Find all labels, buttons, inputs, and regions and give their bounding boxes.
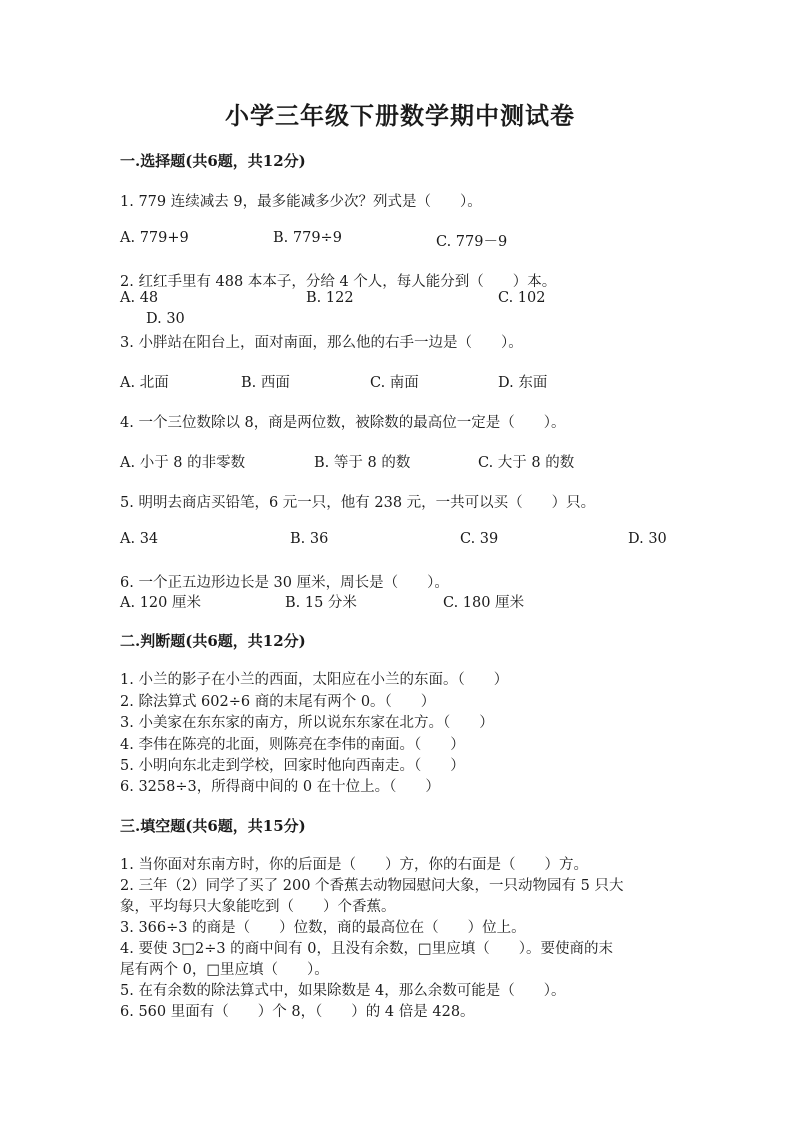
- fill-question-6: 6. 560 里面有（ ）个 8，（ ）的 4 倍是 428。: [120, 1004, 475, 1020]
- judge-question-4: 4. 李伟在陈亮的北面，则陈亮在李伟的南面。（ ）: [120, 737, 465, 753]
- choice-6-option-a: A. 120 厘米: [120, 595, 201, 611]
- choice-4-option-c: C. 大于 8 的数: [478, 455, 575, 471]
- choice-2-option-a: A. 48: [120, 290, 159, 306]
- choice-5-option-c: C. 39: [460, 531, 499, 547]
- choice-2-option-b: B. 122: [306, 290, 354, 306]
- fill-question-2-cont: 象，平均每只大象能吃到（ ）个香蕉。: [120, 899, 396, 915]
- choice-question-5: 5. 明明去商店买铅笔，6 元一只，他有 238 元，一共可以买（ ）只。: [120, 495, 596, 511]
- fill-question-4-cont: 尾有两个 0，□里应填（ ）。: [120, 962, 329, 978]
- fill-question-2: 2. 三年（2）同学了买了 200 个香蕉去动物园慰问大象，一只动物园有 5 只大: [120, 878, 624, 894]
- judge-question-6: 6. 3258÷3，所得商中间的 0 在十位上。（ ）: [120, 779, 440, 795]
- choice-6-option-c: C. 180 厘米: [443, 595, 525, 611]
- choice-3-option-b: B. 西面: [241, 375, 290, 391]
- choice-4-option-b: B. 等于 8 的数: [314, 455, 411, 471]
- choice-1-option-c: C. 779－9: [436, 234, 508, 250]
- fill-question-5: 5. 在有余数的除法算式中，如果除数是 4，那么余数可能是（ ）。: [120, 983, 566, 999]
- choice-6-option-b: B. 15 分米: [285, 595, 357, 611]
- section-heading-judge: 二.判断题(共6题，共12分): [120, 632, 306, 650]
- section-heading-fill: 三.填空题(共6题，共15分): [120, 817, 306, 835]
- judge-question-3: 3. 小美家在东东家的南方，所以说东东家在北方。（ ）: [120, 715, 494, 731]
- fill-question-1: 1. 当你面对东南方时，你的后面是（ ）方，你的右面是（ ）方。: [120, 857, 588, 873]
- judge-question-1: 1. 小兰的影子在小兰的西面，太阳应在小兰的东面。（ ）: [120, 672, 509, 688]
- choice-4-option-a: A. 小于 8 的非零数: [120, 455, 246, 471]
- choice-3-option-a: A. 北面: [120, 375, 169, 391]
- fill-question-3: 3. 366÷3 的商是（ ）位数，商的最高位在（ ）位上。: [120, 920, 526, 936]
- choice-3-option-c: C. 南面: [370, 375, 419, 391]
- choice-3-option-d: D. 东面: [498, 375, 548, 391]
- choice-5-option-a: A. 34: [120, 531, 159, 547]
- section-heading-choice: 一.选择题(共6题，共12分): [120, 152, 306, 170]
- choice-question-3: 3. 小胖站在阳台上，面对南面，那么他的右手一边是（ ）。: [120, 335, 523, 351]
- choice-5-option-b: B. 36: [290, 531, 329, 547]
- page-title: 小学三年级下册数学期中测试卷: [225, 101, 575, 130]
- choice-2-option-d: D. 30: [146, 311, 185, 327]
- fill-question-4: 4. 要使 3□2÷3 的商中间有 0，且没有余数，□里应填（ ）。要使商的末: [120, 941, 613, 957]
- choice-question-4: 4. 一个三位数除以 8，商是两位数，被除数的最高位一定是（ ）。: [120, 415, 566, 431]
- choice-1-option-a: A. 779+9: [120, 230, 189, 246]
- choice-question-6: 6. 一个正五边形边长是 30 厘米，周长是（ ）。: [120, 575, 449, 591]
- choice-question-1: 1. 779 连续减去 9，最多能减多少次？列式是（ ）。: [120, 194, 482, 210]
- choice-question-2: 2. 红红手里有 488 本本子，分给 4 个人，每人能分到（ ）本。: [120, 274, 557, 290]
- judge-question-2: 2. 除法算式 602÷6 商的末尾有两个 0。（ ）: [120, 694, 436, 710]
- choice-5-option-d: D. 30: [628, 531, 667, 547]
- judge-question-5: 5. 小明向东北走到学校，回家时他向西南走。（ ）: [120, 758, 465, 774]
- choice-1-option-b: B. 779÷9: [273, 230, 342, 246]
- choice-2-option-c: C. 102: [498, 290, 546, 306]
